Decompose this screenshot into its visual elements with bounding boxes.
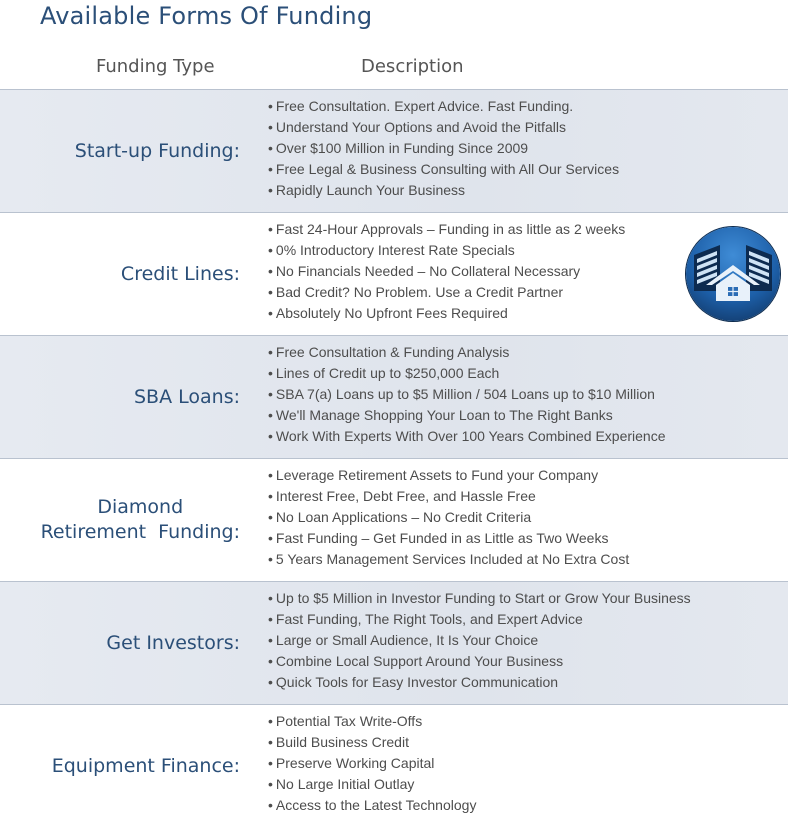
description-item: • Free Consultation. Expert Advice. Fast Funding.: [268, 96, 619, 117]
description-item: • Up to $5 Million in Investor Funding to Start or Grow Your Business: [268, 588, 691, 609]
description-item: • SBA 7(a) Loans up to $5 Million / 504 Loans up to $10 Million: [268, 384, 665, 405]
funding-type-label: Start-up Funding:: [74, 139, 240, 162]
description-list: [268, 465, 629, 570]
description-item: • Understand Your Options and Avoid the Pitfalls: [268, 117, 619, 138]
funding-type-label: Equipment Finance:: [51, 754, 240, 777]
building-house-logo-svg: [686, 227, 780, 321]
funding-type-label: Get Investors:: [106, 631, 240, 654]
funding-row-equipment-finance: [0, 704, 788, 827]
description-item: • Over $100 Million in Funding Since 2009: [268, 138, 619, 159]
funding-type-label: Credit Lines:: [120, 262, 240, 285]
description-item: • Rapidly Launch Your Business: [268, 180, 619, 201]
description-item: • 5 Years Management Services Included at No Extra Cost: [268, 549, 629, 570]
description-item: • Fast Funding, The Right Tools, and Expert Advice: [268, 609, 691, 630]
description-item: • Work With Experts With Over 100 Years Combined Experience: [268, 426, 665, 447]
description-list: [268, 342, 665, 447]
funding-table: [0, 89, 788, 827]
description-item: • No Financials Needed – No Collateral Necessary: [268, 261, 625, 282]
description-item: • Absolutely No Upfront Fees Required: [268, 303, 625, 324]
description-item: • Fast 24-Hour Approvals – Funding in as little as 2 weeks: [268, 219, 625, 240]
column-header-funding-type: Funding Type: [96, 56, 215, 77]
column-header-description: Description: [361, 56, 464, 77]
funding-row-sba-loans: [0, 335, 788, 458]
funding-type-label-line1: Diamond: [97, 496, 184, 518]
description-item: • We'll Manage Shopping Your Loan to The Right Banks: [268, 405, 665, 426]
description-item: • Large or Small Audience, It Is Your Choice: [268, 630, 691, 651]
description-item: • Access to the Latest Technology: [268, 795, 476, 816]
description-item: • No Large Initial Outlay: [268, 774, 476, 795]
description-list: [268, 711, 476, 816]
description-list: [268, 588, 691, 693]
description-item: • Combine Local Support Around Your Business: [268, 651, 691, 672]
funding-row-get-investors: [0, 581, 788, 704]
funding-row-startup: [0, 89, 788, 212]
description-item: • Bad Credit? No Problem. Use a Credit Partner: [268, 282, 625, 303]
building-house-logo-icon: [686, 227, 780, 321]
description-item: • Quick Tools for Easy Investor Communication: [268, 672, 691, 693]
description-item: • Preserve Working Capital: [268, 753, 476, 774]
description-item: • Lines of Credit up to $250,000 Each: [268, 363, 665, 384]
description-item: • Free Legal & Business Consulting with All Our Services: [268, 159, 619, 180]
funding-type-label-line2: Retirement Funding:: [40, 521, 240, 543]
funding-type-label: [0, 459, 240, 581]
description-item: • Fast Funding – Get Funded in as Little as Two Weeks: [268, 528, 629, 549]
description-item: • Build Business Credit: [268, 732, 476, 753]
description-item: • Free Consultation & Funding Analysis: [268, 342, 665, 363]
description-list: [268, 96, 619, 201]
page-title: Available Forms Of Funding: [40, 2, 373, 30]
description-item: • Leverage Retirement Assets to Fund your Company: [268, 465, 629, 486]
funding-row-diamond-retirement: [0, 458, 788, 581]
description-item: • 0% Introductory Interest Rate Specials: [268, 240, 625, 261]
description-item: • Interest Free, Debt Free, and Hassle Free: [268, 486, 629, 507]
funding-row-credit-lines: [0, 212, 788, 335]
funding-type-label: SBA Loans:: [134, 385, 240, 408]
description-list: [268, 219, 625, 324]
description-item: • Potential Tax Write-Offs: [268, 711, 476, 732]
description-item: • No Loan Applications – No Credit Criteria: [268, 507, 629, 528]
